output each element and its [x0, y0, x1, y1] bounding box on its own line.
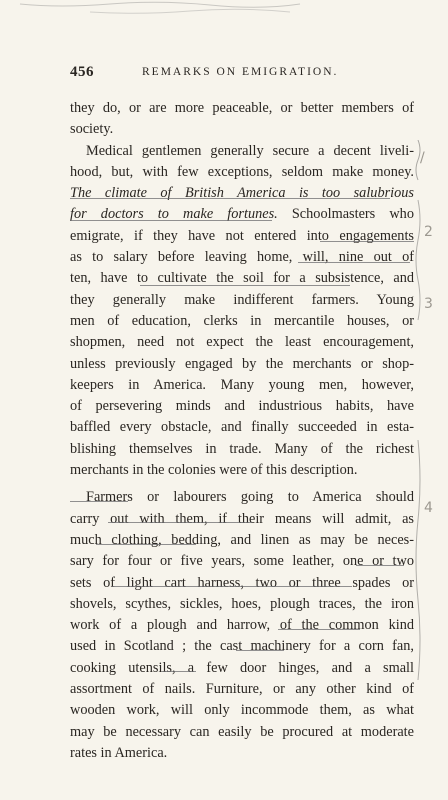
pencil-underline	[112, 586, 352, 587]
text-line: Farmers or labourers going to America should	[86, 489, 414, 506]
text-line: Medical gentlemen generally secure a decent liveli-	[86, 142, 414, 159]
text-line: used in Scotland ; the cast machinery for a corn fan,	[70, 638, 414, 655]
pencil-underline	[162, 671, 196, 672]
text-line: wooden work, will only incommode them, as what	[70, 702, 414, 719]
text-line: emigrate, if they have not entered into engagements	[70, 227, 414, 244]
margin-note: 2	[424, 224, 433, 240]
text-line: sets of light cart harness, two or three spades or	[70, 574, 414, 591]
text-line: carry out with them, if their means will admit, as	[70, 510, 414, 527]
pencil-underline	[70, 220, 272, 221]
page-number: 456	[70, 64, 94, 80]
text-line: merchants in the colonies were of this description.	[70, 462, 358, 479]
pencil-underline	[278, 629, 360, 630]
text-line: as to salary before leaving home, will, nine out of	[70, 249, 414, 266]
page-header	[70, 64, 414, 84]
running-head: REMARKS ON EMIGRATION.	[142, 66, 339, 78]
text-line: keepers in America. Many young men, however,	[70, 376, 414, 393]
text-line: unless previously engaged by the merchants or shop-	[70, 355, 414, 372]
text-line: rates in America.	[70, 744, 168, 761]
text-run: Schoolmasters who	[277, 206, 414, 223]
text-line: society.	[70, 121, 114, 138]
margin-note: 4	[424, 500, 433, 516]
text-line: may be necessary can easily be procured at moderate	[70, 723, 414, 740]
text-line: blishing themselves in trade. Many of the richest	[70, 440, 414, 457]
text-line: shovels, scythes, sickles, hoes, plough traces, the iron	[70, 595, 414, 612]
pencil-underline	[70, 501, 128, 502]
text-line: assortment of nails. Furniture, or any other kind of	[70, 681, 414, 698]
text-line: sary for four or five years, some leather, one or two	[70, 553, 414, 570]
page-edge-marks	[0, 0, 448, 20]
text-line: of persevering minds and industrious habits, have	[70, 398, 414, 415]
pencil-underline	[320, 241, 414, 242]
text-line: they generally make indifferent farmers. Young	[70, 291, 414, 308]
text-line: baffled every obstacle, and finally succeeded in esta-	[70, 419, 414, 436]
pencil-underline	[70, 198, 390, 199]
pencil-underline	[236, 650, 284, 651]
text-line: men of education, clerks in mercantile houses, or	[70, 312, 414, 329]
text-line: shopmen, need not expect the least encouragement,	[70, 334, 414, 351]
italic-phrase: for doctors to make fortunes.	[70, 206, 278, 223]
margin-bracket-marks	[412, 140, 432, 700]
text-line-mixed	[70, 204, 414, 225]
text-line: ten, have to cultivate the soil for a subsistence, and	[70, 270, 414, 287]
text-line: hood, but, with few exceptions, seldom make money.	[70, 163, 414, 180]
text-line: much clothing, bedding, and linen as may be neces-	[70, 531, 414, 548]
text-line: cooking utensils, a few door hinges, and a small	[70, 659, 414, 676]
pencil-underline	[356, 565, 404, 566]
pencil-underline	[140, 285, 350, 286]
pencil-underline	[298, 262, 410, 263]
text-line: they do, or are more peaceable, or better members of	[70, 100, 414, 116]
text-line: work of a plough and harrow, of the common kind	[70, 617, 414, 634]
margin-note: 3	[424, 296, 433, 312]
pencil-underline	[96, 544, 196, 545]
text-line-italic: The climate of British America is too salubrious	[70, 185, 414, 202]
pencil-underline	[108, 522, 252, 523]
margin-note: /	[420, 150, 425, 166]
